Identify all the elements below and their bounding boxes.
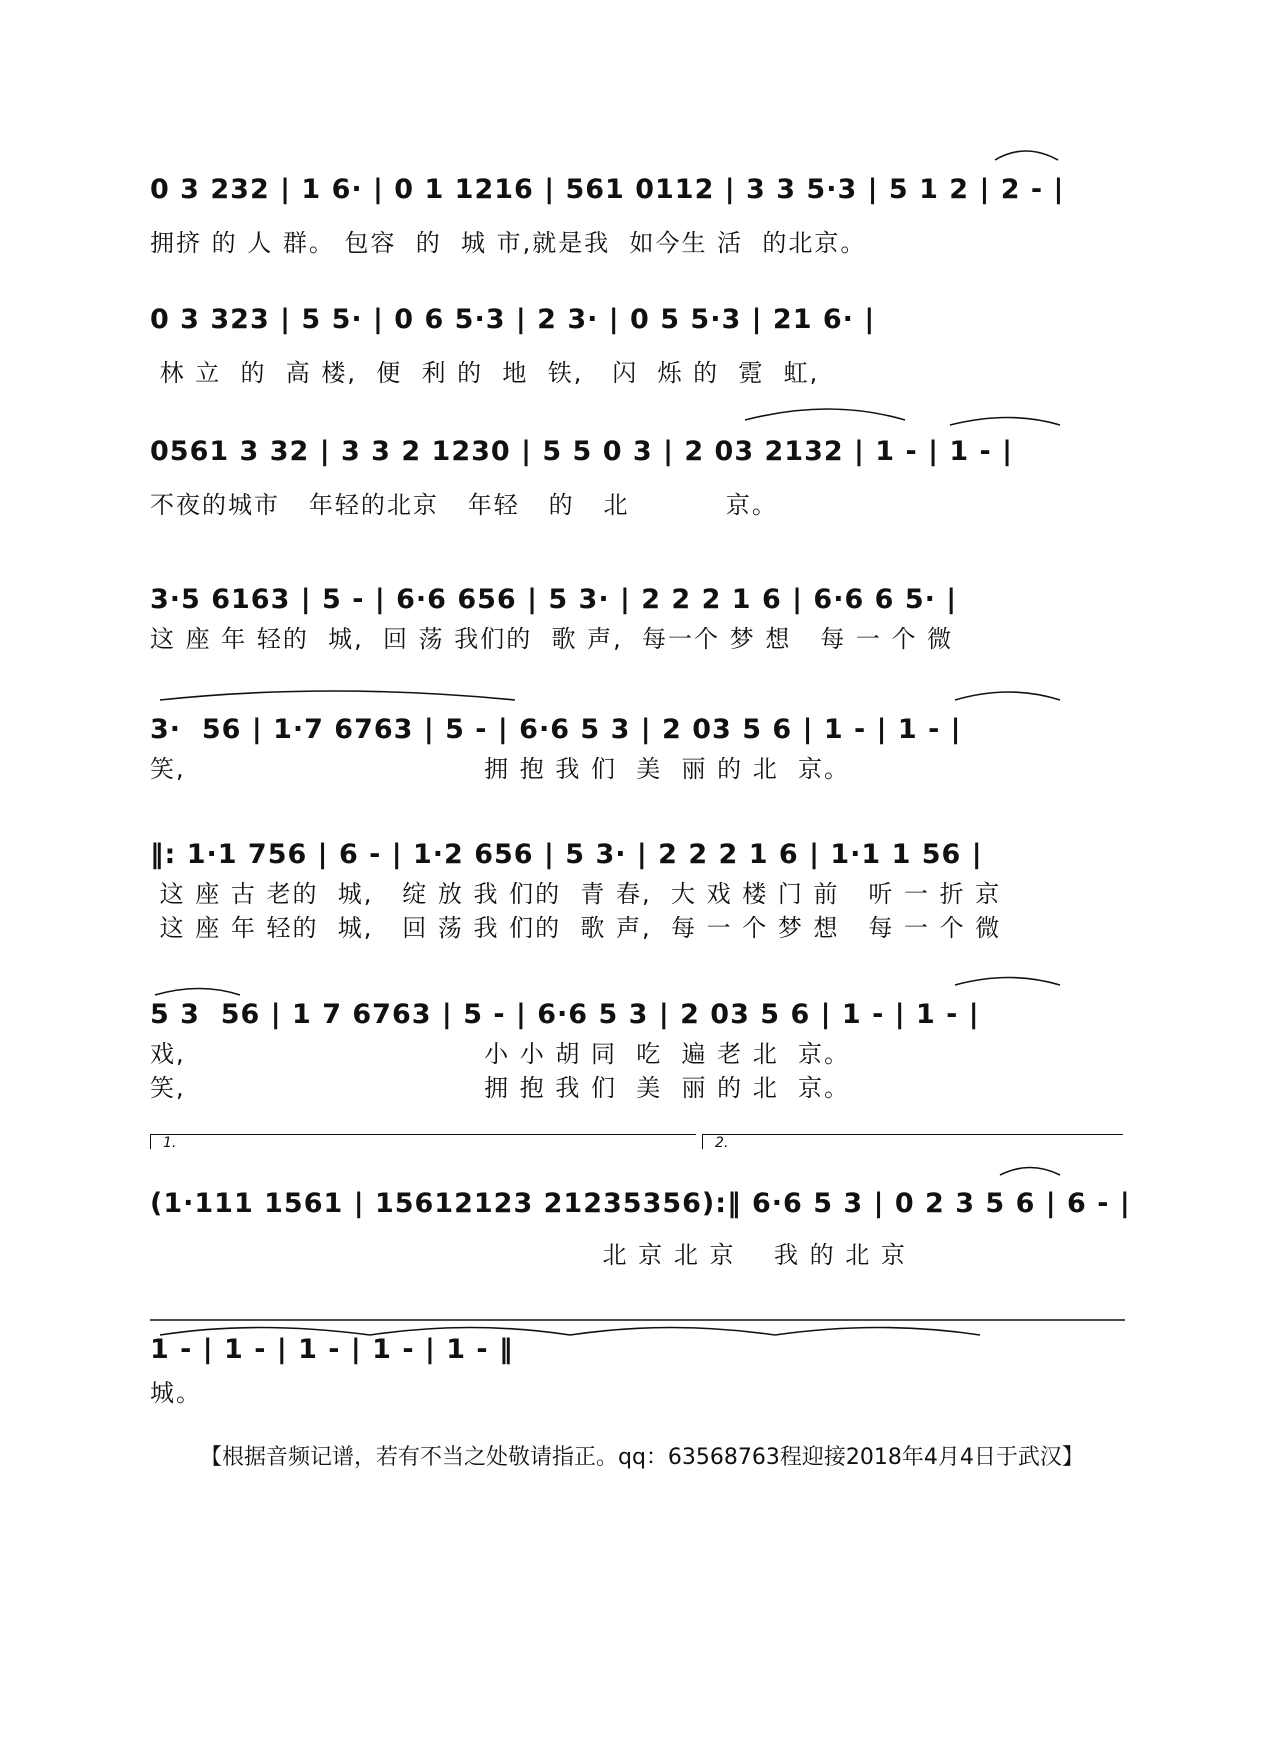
lyric-line: 这 座 年 轻的 城, 回 荡 我们的 歌 声, 每一个 梦 想 每 一 个 微	[150, 625, 954, 653]
lyric-line-verse-2: 笑, 拥 抱 我 们 美 丽 的 北 京。	[150, 1074, 851, 1102]
notes-line: ‖: 1·1 756 | 6 - | 1·2 656 | 5 3· | 2 2 2 1 6 | 1·1 1 56 |	[150, 839, 983, 870]
lyric-line: 林 立 的 高 楼, 便 利 的 地 铁, 闪 烁 的 霓 虹,	[150, 359, 820, 387]
volta-bracket-2	[702, 1134, 1123, 1149]
volta-bracket-1	[150, 1134, 696, 1149]
lyric-line: 笑, 拥 抱 我 们 美 丽 的 北 京。	[150, 755, 851, 783]
transcription-note: 【根据音频记谱，若有不当之处敬请指正。qq：63568763程迎接2018年4月4日于武汉】	[200, 1445, 1084, 1470]
notes-line: 0 3 232 | 1 6· | 0 1 1216 | 561 0112 | 3 3 5·3 | 5 1 2 | 2 - |	[150, 174, 1065, 205]
notes-line: 5 3 56 | 1 7 6763 | 5 - | 6·6 5 3 | 2 03 5 6 | 1 - | 1 - |	[150, 999, 980, 1030]
lyric-line: 北 京 北 京 我 的 北 京	[150, 1241, 907, 1269]
volta-label-2: 2.	[715, 1135, 729, 1151]
lyric-line: 拥挤 的 人 群。 包容 的 城 市,就是我 如今生 活 的北京。	[150, 229, 867, 257]
slur	[955, 978, 1060, 986]
slur	[1000, 1168, 1060, 1176]
notes-line: 1 - | 1 - | 1 - | 1 - | 1 - ‖	[150, 1334, 514, 1365]
notes-line: 3· 56 | 1·7 6763 | 5 - | 6·6 5 3 | 2 03 5 6 | 1 - | 1 - |	[150, 714, 962, 745]
lyric-line: 城。	[150, 1379, 202, 1407]
lyric-line-verse-1: 这 座 古 老的 城, 绽 放 我 们的 青 春, 大 戏 楼 门 前 听 一 折 京	[150, 880, 1002, 908]
lyric-line: 不夜的城市 年轻的北京 年轻 的 北 京。	[150, 491, 778, 519]
slur	[160, 691, 515, 700]
notes-line: (1·111 1561 | 15612123 21235356):‖ 6·6 5 3 | 0 2 3 5 6 | 6 - |	[150, 1188, 1131, 1219]
slur	[745, 409, 905, 420]
notes-line: 3·5 6163 | 5 - | 6·6 656 | 5 3· | 2 2 2 1 6 | 6·6 6 5· |	[150, 584, 958, 615]
notes-line: 0 3 323 | 5 5· | 0 6 5·3 | 2 3· | 0 5 5·3 | 21 6· |	[150, 304, 876, 335]
notes-line: 0561 3 32 | 3 3 2 1230 | 5 5 0 3 | 2 03 2132 | 1 - | 1 - |	[150, 436, 1014, 467]
slur	[955, 692, 1060, 700]
lyric-line-verse-2: 这 座 年 轻的 城, 回 荡 我 们的 歌 声, 每 一 个 梦 想 每 一 个 微	[150, 914, 1002, 942]
slur	[995, 151, 1058, 160]
volta-label-1: 1.	[163, 1135, 177, 1151]
slur	[950, 418, 1060, 426]
lyric-line-verse-1: 戏, 小 小 胡 同 吃 遍 老 北 京。	[150, 1040, 851, 1068]
